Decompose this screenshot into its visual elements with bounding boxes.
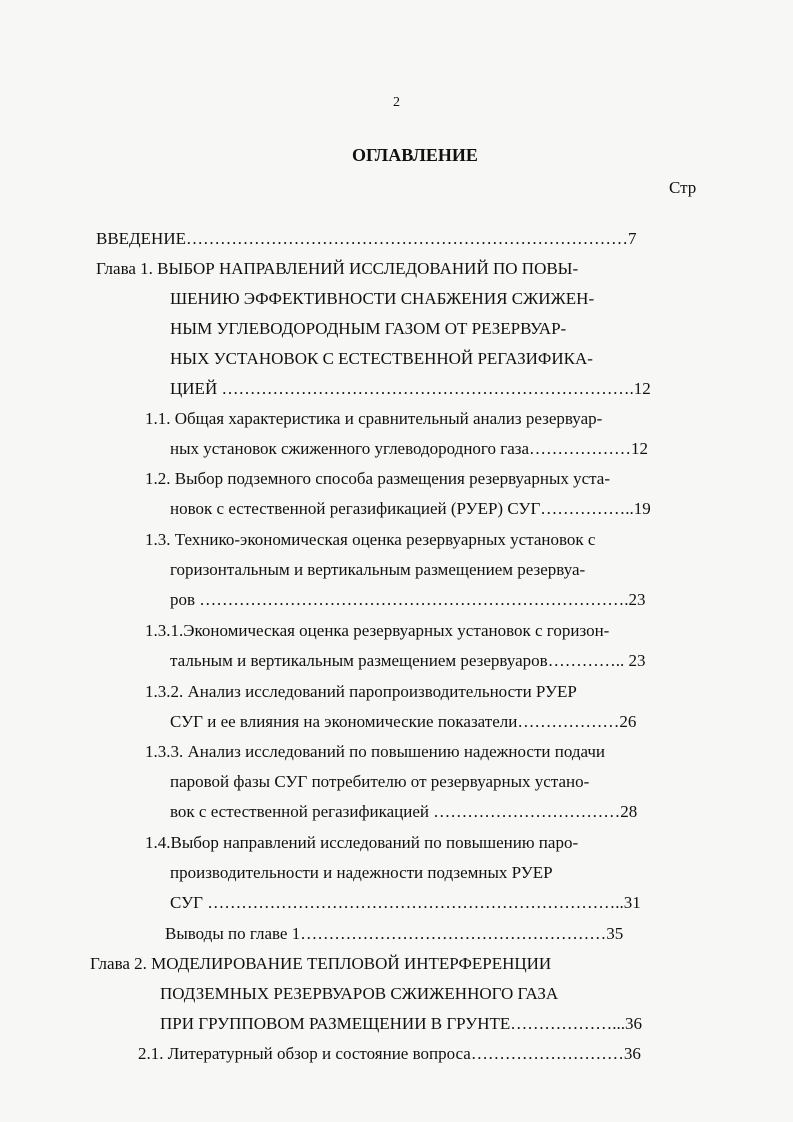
toc-line: НЫХ УСТАНОВОК С ЕСТЕСТВЕННОЙ РЕГАЗИФИКА- bbox=[170, 349, 593, 368]
toc-line: ШЕНИЮ ЭФФЕКТИВНОСТИ СНАБЖЕНИЯ СЖИЖЕН- bbox=[170, 289, 595, 308]
toc-line: новок с естественной регазификацией (РУЕР) СУГ……………..19 bbox=[170, 499, 651, 518]
toc-line: 1.3.3. Анализ исследований по повышению надежности подачи bbox=[145, 742, 606, 761]
toc-line: 1.2. Выбор подземного способа размещения резервуарных уста- bbox=[145, 469, 611, 488]
toc-line: 1.3. Технико-экономическая оценка резервуарных установок с bbox=[145, 530, 596, 549]
toc-line: ВВЕДЕНИЕ……………………………………………………………………7 bbox=[96, 229, 637, 248]
toc-line: ных установок сжиженного углеводородного газа………………12 bbox=[170, 439, 649, 458]
toc-line: ПОДЗЕМНЫХ РЕЗЕРВУАРОВ СЖИЖЕННОГО ГАЗА bbox=[160, 984, 559, 1003]
toc-line: 1.1. Общая характеристика и сравнительный анализ резервуар- bbox=[145, 409, 603, 428]
toc-line: Глава 1. ВЫБОР НАПРАВЛЕНИЙ ИССЛЕДОВАНИЙ ПО ПОВЫ- bbox=[96, 259, 579, 278]
toc-line: НЫМ УГЛЕВОДОРОДНЫМ ГАЗОМ ОТ РЕЗЕРВУАР- bbox=[170, 319, 567, 338]
toc-line: ПРИ ГРУППОВОМ РАЗМЕЩЕНИИ В ГРУНТЕ………………...36 bbox=[160, 1014, 643, 1033]
toc-line: вок с естественной регазификацией ……………………………28 bbox=[170, 802, 638, 821]
toc-line: горизонтальным и вертикальным размещением резервуа- bbox=[170, 560, 586, 579]
toc-line: тальным и вертикальным размещением резервуаров………….. 23 bbox=[170, 651, 646, 670]
toc-line: СУГ ………………………………………………………………..31 bbox=[170, 893, 641, 912]
toc-line: 1.3.2. Анализ исследований паропроизводительности РУЕР bbox=[145, 682, 577, 701]
toc-line: производительности и надежности подземных РУЕР bbox=[170, 863, 553, 882]
toc-line: 1.3.1.Экономическая оценка резервуарных установок с горизон- bbox=[145, 621, 610, 640]
toc-line: паровой фазы СУГ потребителю от резервуарных устано- bbox=[170, 772, 590, 791]
toc-line: ЦИЕЙ ……………………………………………………………….12 bbox=[170, 379, 651, 398]
toc-line: 2.1. Литературный обзор и состояние вопроса………………………36 bbox=[138, 1044, 641, 1063]
toc-line: 1.4.Выбор направлений исследований по повышению паро- bbox=[145, 833, 579, 852]
toc-line: СУГ и ее влияния на экономические показатели………………26 bbox=[170, 712, 637, 731]
page-number: 2 bbox=[393, 95, 400, 110]
page-title: ОГЛАВЛЕНИЕ bbox=[352, 145, 478, 165]
toc-line: Глава 2. МОДЕЛИРОВАНИЕ ТЕПЛОВОЙ ИНТЕРФЕРЕНЦИИ bbox=[90, 954, 552, 973]
page-column-label: Стр bbox=[669, 178, 697, 197]
toc-line: Выводы по главе 1………………………………………………35 bbox=[165, 924, 624, 943]
toc-line: ров ………………………………………………………………….23 bbox=[170, 590, 646, 609]
